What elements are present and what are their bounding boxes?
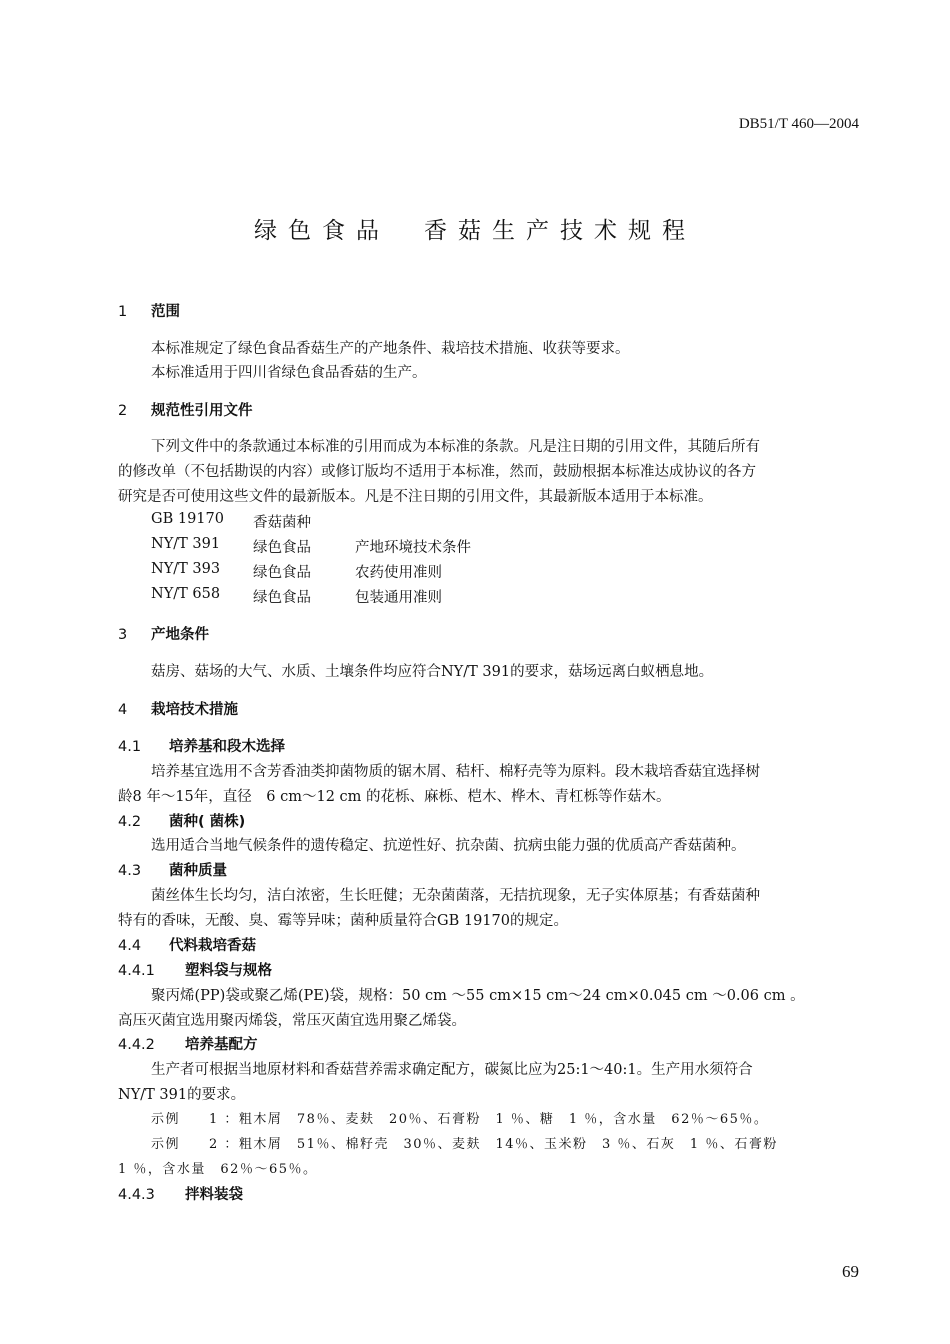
section-4-4-2-heading: 4.4.2 培养基配方 bbox=[118, 1037, 258, 1053]
example-2-line-2: 1 ％，含水量 62％～65％。 bbox=[118, 1162, 318, 1177]
example-1: 示例 1 ：粗木屑 78％、麦麸 20％、石膏粉 1 ％、糖 1 ％，含水量 62％～65％。 bbox=[151, 1112, 769, 1127]
section-1-heading: 1 范围 bbox=[118, 304, 180, 320]
s41-line-2: 龄8 年～15年，直径 6 cm～12 cm 的花栎、麻栎、桤木、桦木、青杠栎等作菇木。 bbox=[118, 789, 671, 805]
section-4-4-1-heading: 4.4.1 塑料袋与规格 bbox=[118, 963, 272, 979]
s43-line-1: 菌丝体生长均匀，洁白浓密，生长旺健；无杂菌菌落，无拮抗现象，无子实体原基；有香菇菌种 bbox=[151, 888, 760, 904]
s42-line-1: 选用适合当地气候条件的遗传稳定、抗逆性好、抗杂菌、抗病虫能力强的优质高产香菇菌种。 bbox=[151, 838, 746, 854]
s2-line-3: 研究是否可使用这些文件的最新版本。凡是不注日期的引用文件，其最新版本适用于本标准。 bbox=[118, 489, 713, 505]
section-4-heading: 4 栽培技术措施 bbox=[118, 702, 238, 718]
section-4-1-heading: 4.1 培养基和段木选择 bbox=[118, 739, 285, 755]
section-4-4-3-heading: 4.4.3 拌料装袋 bbox=[118, 1187, 243, 1203]
section-2-heading: 2 规范性引用文件 bbox=[118, 403, 253, 419]
s441-line-1: 聚丙烯(PP)袋或聚乙烯(PE)袋，规格：50 cm ～55 cm×15 cm～24 cm×0.045 cm ～0.06 cm 。 bbox=[151, 988, 805, 1004]
s43-line-2: 特有的香味，无酸、臭、霉等异味；菌种质量符合GB 19170的规定。 bbox=[118, 913, 568, 929]
section-4-3-heading: 4.3 菌种质量 bbox=[118, 863, 227, 879]
section-3-heading: 3 产地条件 bbox=[118, 627, 209, 643]
s3-para: 菇房、菇场的大气、水质、土壤条件均应符合NY/T 391的要求，菇场远离白蚁栖息地。 bbox=[151, 664, 714, 680]
section-4-4-heading: 4.4 代料栽培香菇 bbox=[118, 938, 256, 954]
page-number: 69 bbox=[842, 1262, 859, 1281]
section-4-2-heading: 4.2 菌种( 菌株) bbox=[118, 814, 246, 830]
page-title: 绿色食品 香菇生产技术规程 bbox=[254, 218, 696, 244]
document-page: DB51/T 460—2004 绿色食品 香菇生产技术规程 1 范围 本标准规定了绿色食品香菇生产的产地条件、栽培技术措施、收获等要求。 本标准适用于四川省绿色食品香菇的生产。 2 规范性引用文件 下列文件中的条款通过本标准的引用而成为本标准的条款。凡是注日期的引用文件，其随后所有 的修改单（不包括勘误的内容）或修订版均不适用于本标准，然而，鼓励根据本标准达成协议的各方 研究是否可使用这些文件的最新版本。凡是不注日期的引用文件，其最新版本适用于本标准。 GB 19170 香菇菌种 NY/T 391 绿色食品 产地环境技术条件 NY/T 393 绿色食品 农药使用准则 NY/T 658 绿色食品 包装通用准则 3 产地条件 菇房、菇场的大气、水质、土壤条件均应符合NY/T 391的要求，菇场远离白蚁栖息地。 4 栽培技术措施 4.1 培养基和段木选择 培养基宜选用不含芳香油类抑菌物质的锯木屑、秸杆、棉籽壳等为原料。段木栽培香菇宜选择树 龄8 年～15年，直径 6 cm～12 cm 的花栎、麻栎、桤木、桦木、青杠栎等作菇木。 4.2 菌种( 菌株) 选用适合当地气候条件的遗传稳定、抗逆性好、抗杂菌、抗病虫能力强的优质高产香菇菌种。 4.3 菌种质量 菌丝体生长均匀，洁白浓密，生长旺健；无杂菌菌落，无拮抗现象，无子实体原基；有香菇菌种 特有的香味，无酸、臭、霉等异味；菌种质量符合GB 19170的规定。 4.4 代料栽培香菇 4.4.1 塑料袋与规格 聚丙烯(PP)袋或聚乙烯(PE)袋，规格：50 cm ～55 cm×15 cm～24 cm×0.045 cm ～0.06 cm 。 高压灭菌宜选用聚丙烯袋，常压灭菌宜选用聚乙烯袋。 4.4.2 培养基配方 生产者可根据当地原材料和香菇营养需求确定配方，碳氮比应为25:1～40:1。生产用水须符合 NY/T 391的要求。 示例 1 ：粗木屑 78％、麦麸 20％、石膏粉 1 ％、糖 1 ％，含水量 62％～65％。 示例 2 ：粗木屑 51％、棉籽壳 30％、麦麸 14％、玉米粉 3 ％、石灰 1 ％、石膏粉 1 ％，含水量 62％～65％。 4.4.3 拌料装袋 69 bbox=[0, 0, 950, 1344]
s442-line-1: 生产者可根据当地原材料和香菇营养需求确定配方，碳氮比应为25:1～40:1。生产用水须符合 bbox=[151, 1062, 753, 1078]
s1-para-1: 本标准规定了绿色食品香菇生产的产地条件、栽培技术措施、收获等要求。 bbox=[151, 341, 630, 357]
s41-line-1: 培养基宜选用不含芳香油类抑菌物质的锯木屑、秸杆、棉籽壳等为原料。段木栽培香菇宜选择树 bbox=[151, 764, 760, 780]
s2-line-1: 下列文件中的条款通过本标准的引用而成为本标准的条款。凡是注日期的引用文件，其随后所有 bbox=[151, 439, 760, 455]
s441-line-2: 高压灭菌宜选用聚丙烯袋，常压灭菌宜选用聚乙烯袋。 bbox=[118, 1013, 466, 1029]
s2-line-2: 的修改单（不包括勘误的内容）或修订版均不适用于本标准，然而，鼓励根据本标准达成协议的各方 bbox=[118, 464, 756, 480]
s442-line-2: NY/T 391的要求。 bbox=[118, 1087, 246, 1103]
example-2-line-1: 示例 2 ：粗木屑 51％、棉籽壳 30％、麦麸 14％、玉米粉 3 ％、石灰 1 ％、石膏粉 bbox=[151, 1137, 778, 1152]
doc-code: DB51/T 460—2004 bbox=[738, 116, 859, 132]
s1-para-2: 本标准适用于四川省绿色食品香菇的生产。 bbox=[151, 365, 427, 381]
